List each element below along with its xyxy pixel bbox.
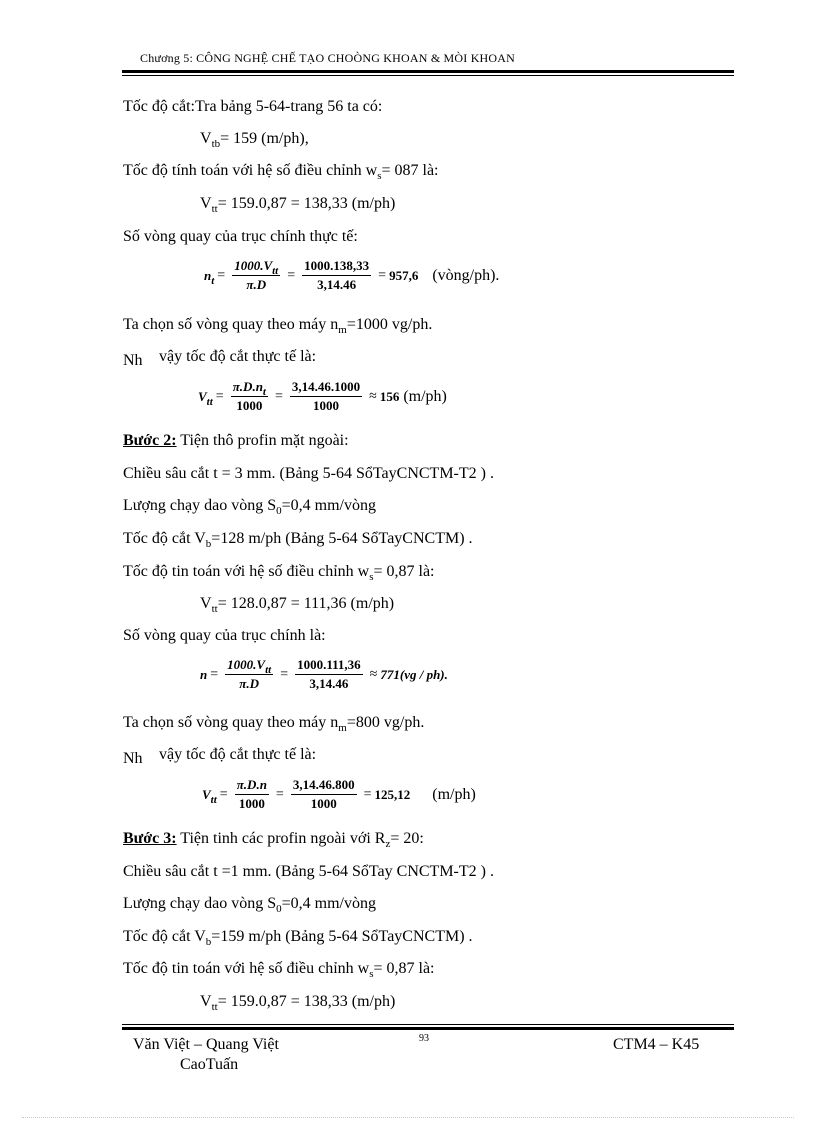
text-line: Chiều sâu cắt t =1 mm. (Bảng 5-64 SổTay CNCTM-T2 ) . <box>123 863 494 880</box>
text-line: Chiều sâu cắt t = 3 mm. (Bảng 5-64 SổTayCNCTM-T2 ) . <box>123 465 494 482</box>
text-line: $V_{tb}= 159$ (m/ph), <box>200 130 309 150</box>
text-line: $V_{tt}= 159.0,87 = 138,33$ (m/ph) <box>200 993 396 1013</box>
footer-rule-thin <box>122 1024 734 1025</box>
text-line: Nh vậy tốc độ cắt thực tế là: <box>123 746 317 767</box>
footer-authors-2: CaoTuấn <box>180 1056 239 1073</box>
text-line: Tốc độ cắt $V_b=159$ m/ph (Bảng 5-64 SổTayCNCTM) . <box>123 928 473 948</box>
text-line: Lượng chạy dao vòng $S_0=0,4$ mm/vòng <box>123 497 376 517</box>
fraction: $\frac{1000.V_{tt}}{\pi.D}$ <box>227 657 272 691</box>
fraction: $\frac{\pi.D.n}{1000}$ <box>236 777 267 811</box>
text-line: $V_{tt}= 159.0,87 = 138,33$ (m/ph) <box>200 195 396 215</box>
fraction: $\frac{3,14.46.1000}{1000}$ <box>291 379 361 413</box>
text-line: Tốc độ tin toán với hệ số điều chỉnh $w_s= 0,87$ là: <box>123 563 435 583</box>
fraction: $\frac{\pi.D.n_t}{1000}$ <box>232 379 266 413</box>
formula-cutting-speed-2: $V_{tt}$ = $\frac{\pi.D.n}{1000}$ = $\frac{3,14.46.800}{1000}$ = 125,12 (m/ph) <box>202 777 476 811</box>
text-line: $V_{tt}= 128.0,87 = 111,36$ (m/ph) <box>200 595 395 615</box>
text-line: Tốc độ cắt $V_b=128$ m/ph (Bảng 5-64 SổTayCNCTM) . <box>123 530 473 550</box>
fraction: $\frac{1000.138,33}{3,14.46}$ <box>304 258 370 292</box>
text-line: Tốc độ tính toán với hệ số điều chỉnh $w_s= 087$ là: <box>123 162 439 182</box>
page-number: 93 <box>419 1033 429 1044</box>
text-line: Bước 3: Tiện tinh các profin ngoài với $R_z= 20$: <box>123 830 424 850</box>
text-line: Số vòng quay của trục chính là: <box>123 627 326 644</box>
step-heading: Bước 3: <box>123 830 177 847</box>
chapter-header: Chương 5: CÔNG NGHỆ CHẾ TẠO CHOÒNG KHOAN & MÒI KHOAN <box>140 51 516 65</box>
text-line: Số vòng quay của trục chính thực tế: <box>123 228 358 245</box>
header-rule-thick <box>122 70 734 73</box>
formula-spindle-speed-2: n = $\frac{1000.V_{tt}}{\pi.D}$ = $\frac{1000.111,36}{3,14.46}$ ≈ 771(vg / ph). <box>200 657 448 691</box>
text-line: Tốc độ tin toán với hệ số điều chỉnh $w_s= 0,87$ là: <box>123 960 435 980</box>
step-heading: Bước 2: <box>123 432 177 449</box>
text-line: Ta chọn số vòng quay theo máy $n_m=1000$ vg/ph. <box>123 316 433 336</box>
formula-spindle-speed-1: $n_t$ = $\frac{1000.V_{tt}}{\pi.D}$ = $\frac{1000.138,33}{3,14.46}$ = 957,6 (vòng/ph). <box>204 258 500 292</box>
page-edge-dotted <box>22 1117 794 1118</box>
fraction: $\frac{3,14.46.800}{1000}$ <box>292 777 355 811</box>
text-line: Bước 2: Tiện thô profin mặt ngoài: <box>123 432 349 449</box>
formula-cutting-speed-1: $V_{tt}$ = $\frac{\pi.D.n_t}{1000}$ = $\frac{3,14.46.1000}{1000}$ ≈ 156 (m/ph) <box>198 379 447 413</box>
fraction: $\frac{1000.111,36}{3,14.46}$ <box>297 657 361 691</box>
footer-authors: Văn Việt – Quang Việt <box>133 1036 279 1053</box>
footer-class-code: CTM4 – K45 <box>613 1036 700 1053</box>
text-line: Tốc độ cắt:Tra bảng 5-64-trang 56 ta có: <box>123 98 383 115</box>
fraction: $\frac{1000.V_{tt}}{\pi.D}$ <box>234 258 279 292</box>
text-line: Lượng chạy dao vòng $S_0=0,4$ mm/vòng <box>123 895 376 915</box>
header-rule-thin <box>122 75 734 76</box>
text-line: Ta chọn số vòng quay theo máy $n_m=800$ vg/ph. <box>123 714 425 734</box>
footer-rule-thick <box>122 1027 734 1030</box>
text-line: Nh vậy tốc độ cắt thực tế là: <box>123 348 317 369</box>
